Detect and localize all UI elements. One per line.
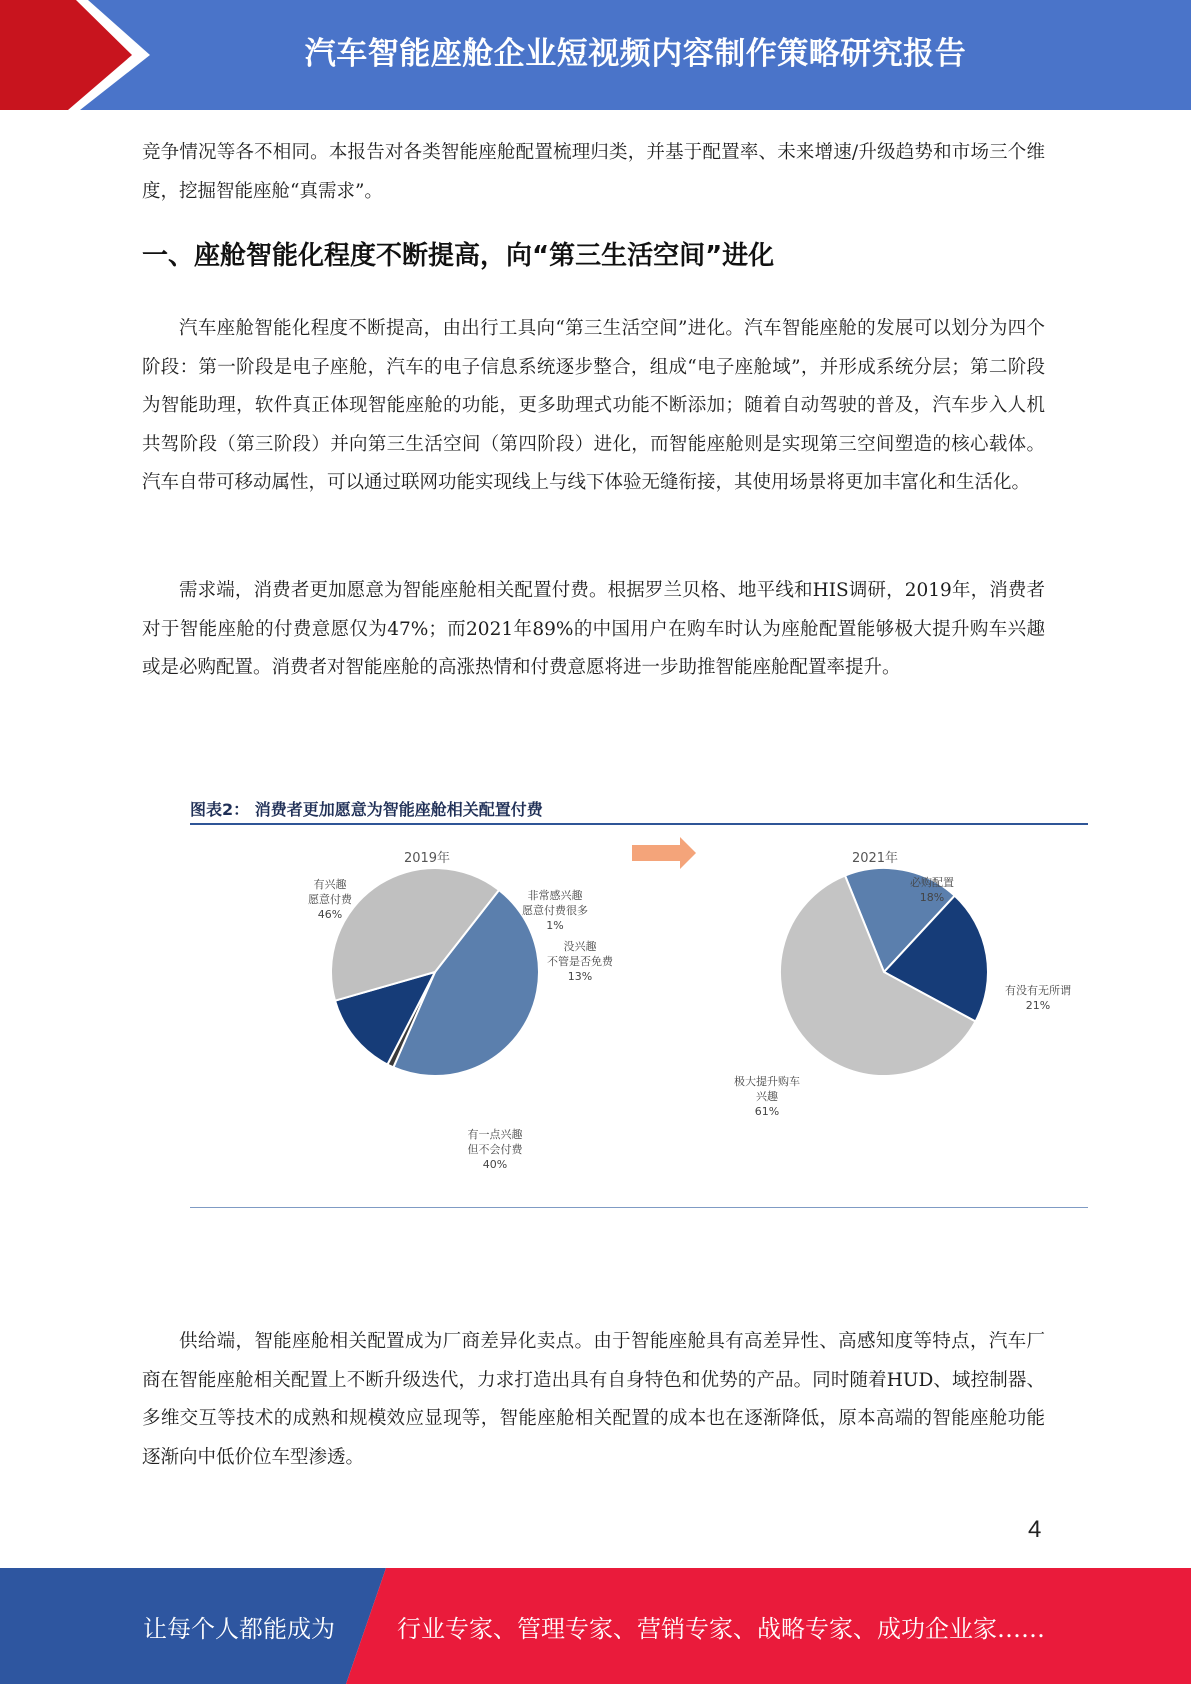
pie-label-0-0: 愿意付费 (308, 893, 352, 906)
pie-label-0-3: 40% (482, 1158, 508, 1171)
paragraph-demand-side: 需求端，消费者更加愿意为智能座舱相关配置付费。根据罗兰贝格、地平线和HIS调研，2019年，消费者对于智能座舱的付费意愿仅为47%；而2021年89%的中国用户在购车时认为座舱配置能够极大提升购车兴趣或是必购配置。消费者对智能座舱的高涨热情和付费意愿将进一步助推智能座舱配置率提升。 (142, 580, 1045, 678)
paragraph-supply-side: 供给端，智能座舱相关配置成为厂商差异化卖点。由于智能座舱具有高差异性、高感知度等特点，汽车厂商在智能座舱相关配置上不断升级迭代，力求打造出具有自身特色和优势的产品。同时随着HUD、域控制器、多维交互等技术的成熟和规模效应显现等，智能座舱相关配置的成本也在逐渐降低，原本高端的智能座舱功能逐渐向中低价位车型渗透。 (142, 1331, 1045, 1468)
footer-slogan-left: 让每个人都能成为 (143, 1614, 335, 1643)
arrow-icon (632, 837, 696, 869)
footer-slogan-right: 行业专家、管理专家、营销专家、战略专家、成功企业家…… (397, 1614, 1045, 1643)
pie-label-1-0: 必购配置 (910, 876, 954, 889)
paragraph-development-stages: 汽车座舱智能化程度不断提高，由出行工具向“第三生活空间”进化。汽车智能座舱的发展可以划分为四个阶段：第一阶段是电子座舱，汽车的电子信息系统逐步整合，组成“电子座舱域”，并形成系统分层；第二阶段为智能助理，软件真正体现智能座舱的功能，更多助理式功能不断添加；随着自动驾驶的普及，汽车步入人机共驾阶段（第三阶段）并向第三生活空间（第四阶段）进化，而智能座舱则是实现第三空间塑造的核心载体。汽车自带可移动属性，可以通过联网功能实现线上与线下体验无缝衔接，其使用场景将更加丰富化和生活化。 (142, 318, 1045, 493)
pie-label-1-2: 兴趣 (756, 1090, 778, 1103)
pie-title-0: 2019年 (403, 851, 451, 866)
figure-willingness-to-pay (190, 780, 1088, 1210)
pie-label-0-0: 46% (317, 908, 343, 921)
pie-charts (190, 780, 1088, 1210)
pie-label-1-2: 61% (754, 1105, 780, 1118)
pie-label-0-1: 1% (546, 919, 564, 932)
section-title: 一、座舱智能化程度不断提高，向“第三生活空间”进化 (142, 241, 775, 271)
pie-label-1-1: 21% (1025, 999, 1051, 1012)
pie-label-0-2: 没兴趣 (563, 940, 597, 953)
pie-label-1-0: 18% (919, 891, 945, 904)
figure-bottom-rule (190, 1207, 1088, 1208)
figure-title: 图表2： 消费者更加愿意为智能座舱相关配置付费 (190, 800, 543, 819)
header-red-chevron (0, 0, 150, 110)
pie-label-0-2: 13% (567, 970, 593, 983)
page-header (0, 0, 1191, 110)
pie-label-0-3: 有一点兴趣 (467, 1128, 523, 1141)
pie-title-1: 2021年 (851, 851, 899, 866)
page-number: 4 (1028, 1516, 1042, 1543)
report-title: 汽车智能座舱企业短视频内容制作策略研究报告 (304, 35, 967, 72)
pie-label-0-1: 愿意付费很多 (522, 904, 588, 917)
pie-label-0-2: 不管是否免费 (547, 955, 613, 968)
pie-label-0-3: 但不会付费 (467, 1143, 523, 1156)
pie-label-0-1: 非常感兴趣 (527, 889, 583, 902)
intro-paragraph: 竞争情况等各不相同。本报告对各类智能座舱配置梳理归类，并基于配置率、未来增速/升级趋势和市场三个维度，挖掘智能座舱“真需求”。 (142, 142, 1045, 202)
pie-label-1-1: 有没有无所谓 (1005, 984, 1071, 997)
page-footer (0, 1568, 1191, 1684)
pie-label-0-0: 有兴趣 (313, 878, 347, 891)
pie-label-1-2: 极大提升购车 (734, 1075, 800, 1088)
